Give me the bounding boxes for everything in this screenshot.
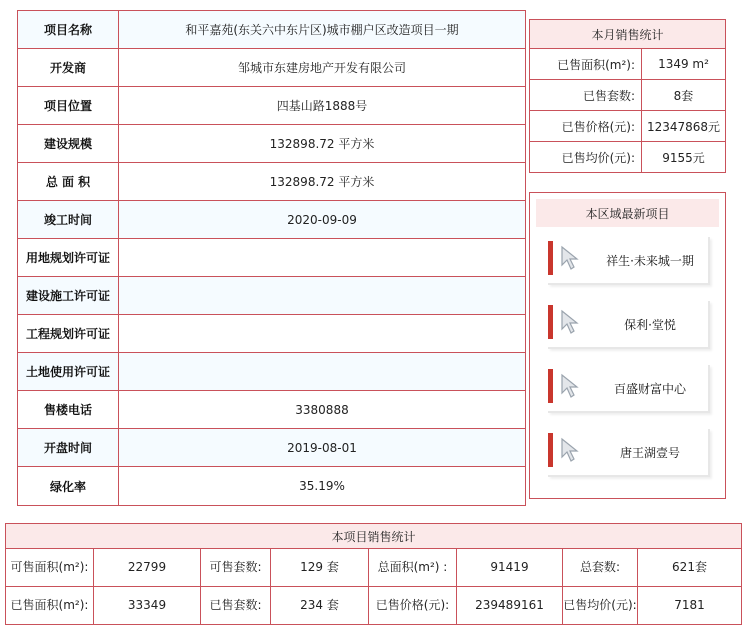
monthly-sales-row — [530, 142, 725, 172]
info-value: 2019-08-01 — [287, 440, 357, 455]
project-sales-label: 总面积(m²) : — [369, 549, 457, 586]
info-row — [18, 87, 525, 125]
project-sales-value: 234 套 — [271, 587, 369, 624]
info-value — [119, 277, 525, 314]
project-sales-label: 已售面积(m²): — [6, 587, 94, 624]
project-sales-label: 已售价格(元): — [369, 587, 457, 624]
info-label: 项目名称 — [18, 11, 119, 48]
project-sales-label: 可售面积(m²): — [6, 549, 94, 586]
info-row — [18, 429, 525, 467]
info-row — [18, 163, 525, 201]
info-value: 132898.72 平方米 — [269, 137, 375, 151]
info-row — [18, 11, 525, 49]
project-sales-panel — [5, 523, 742, 625]
info-row — [18, 49, 525, 87]
info-row — [18, 201, 525, 239]
project-sales-label: 可售套数: — [201, 549, 271, 586]
project-sales-value: 7181 — [674, 598, 705, 612]
project-sales-value: 91419 — [457, 549, 563, 586]
project-sales-value: 22799 — [94, 549, 201, 586]
info-value — [119, 315, 525, 352]
info-row — [18, 315, 525, 353]
info-label: 建设规模 — [18, 125, 119, 162]
cursor-arrow-icon — [560, 373, 582, 399]
new-project-item[interactable] — [548, 301, 718, 353]
monthly-sales-value: 8套 — [673, 88, 694, 103]
white-notch — [553, 379, 558, 387]
monthly-sales-label: 已售套数: — [530, 80, 642, 110]
info-label: 绿化率 — [18, 467, 119, 505]
project-name-link[interactable]: 祥生·未来城一期 — [606, 253, 694, 268]
info-value: 和平嘉苑(东关六中东片区)城市棚户区改造项目一期 — [185, 23, 459, 37]
info-label: 工程规划许可证 — [18, 315, 119, 352]
info-value — [119, 239, 525, 276]
cursor-arrow-icon — [560, 245, 582, 271]
project-sales-value: 33349 — [94, 587, 201, 624]
project-name-link[interactable]: 保利·堂悦 — [624, 317, 676, 332]
monthly-sales-row — [530, 80, 725, 111]
project-sales-label: 已售均价(元): — [563, 587, 638, 624]
monthly-sales-row — [530, 49, 725, 80]
project-name-link[interactable]: 百盛财富中心 — [613, 381, 686, 396]
info-row — [18, 391, 525, 429]
info-label: 开盘时间 — [18, 429, 119, 466]
info-label: 总 面 积 — [18, 163, 119, 200]
monthly-sales-row — [530, 111, 725, 142]
info-value: 3380888 — [295, 402, 349, 417]
project-sales-title: 本项目销售统计 — [6, 524, 741, 549]
monthly-sales-label: 已售面积(m²): — [530, 49, 642, 79]
info-value: 四基山路1888号 — [276, 99, 368, 113]
info-row — [18, 277, 525, 315]
project-sales-label: 总套数: — [563, 549, 638, 586]
project-sales-value: 621套 — [672, 560, 707, 574]
project-sales-label: 已售套数: — [201, 587, 271, 624]
info-value — [119, 353, 525, 390]
info-label: 项目位置 — [18, 87, 119, 124]
new-projects-title: 本区域最新项目 — [536, 199, 719, 227]
info-row — [18, 353, 525, 391]
info-value: 邹城市东建房地产开发有限公司 — [237, 61, 406, 75]
cursor-arrow-icon — [560, 437, 582, 463]
info-label: 建设施工许可证 — [18, 277, 119, 314]
info-value: 35.19% — [299, 479, 345, 493]
monthly-sales-label: 已售价格(元): — [530, 111, 642, 141]
info-label: 开发商 — [18, 49, 119, 86]
info-label: 售楼电话 — [18, 391, 119, 428]
project-sales-row-available — [6, 549, 741, 587]
info-label: 竣工时间 — [18, 201, 119, 238]
info-row — [18, 239, 525, 277]
monthly-sales-value: 9155元 — [662, 150, 705, 165]
info-row — [18, 467, 525, 505]
monthly-sales-title: 本月销售统计 — [530, 20, 725, 49]
white-notch — [553, 251, 558, 259]
project-sales-value: 129 套 — [271, 549, 369, 586]
info-value: 2020-09-09 — [287, 212, 357, 227]
info-label: 用地规划许可证 — [18, 239, 119, 276]
new-project-item[interactable] — [548, 429, 718, 481]
monthly-sales-panel — [529, 19, 726, 173]
project-name-link[interactable]: 唐王湖壹号 — [619, 445, 680, 460]
cursor-arrow-icon — [560, 309, 582, 335]
project-sales-value: 239489161 — [457, 587, 563, 624]
info-label: 土地使用许可证 — [18, 353, 119, 390]
project-sales-row-sold — [6, 587, 741, 624]
monthly-sales-label: 已售均价(元): — [530, 142, 642, 172]
project-info-table — [17, 10, 526, 506]
new-projects-panel — [529, 192, 726, 499]
new-project-item[interactable] — [548, 365, 718, 417]
white-notch — [553, 315, 558, 323]
monthly-sales-value: 1349 m² — [658, 57, 709, 71]
info-value: 132898.72 平方米 — [269, 175, 375, 189]
white-notch — [553, 443, 558, 451]
monthly-sales-value: 12347868元 — [646, 119, 721, 134]
info-row — [18, 125, 525, 163]
new-project-item[interactable] — [548, 237, 718, 289]
